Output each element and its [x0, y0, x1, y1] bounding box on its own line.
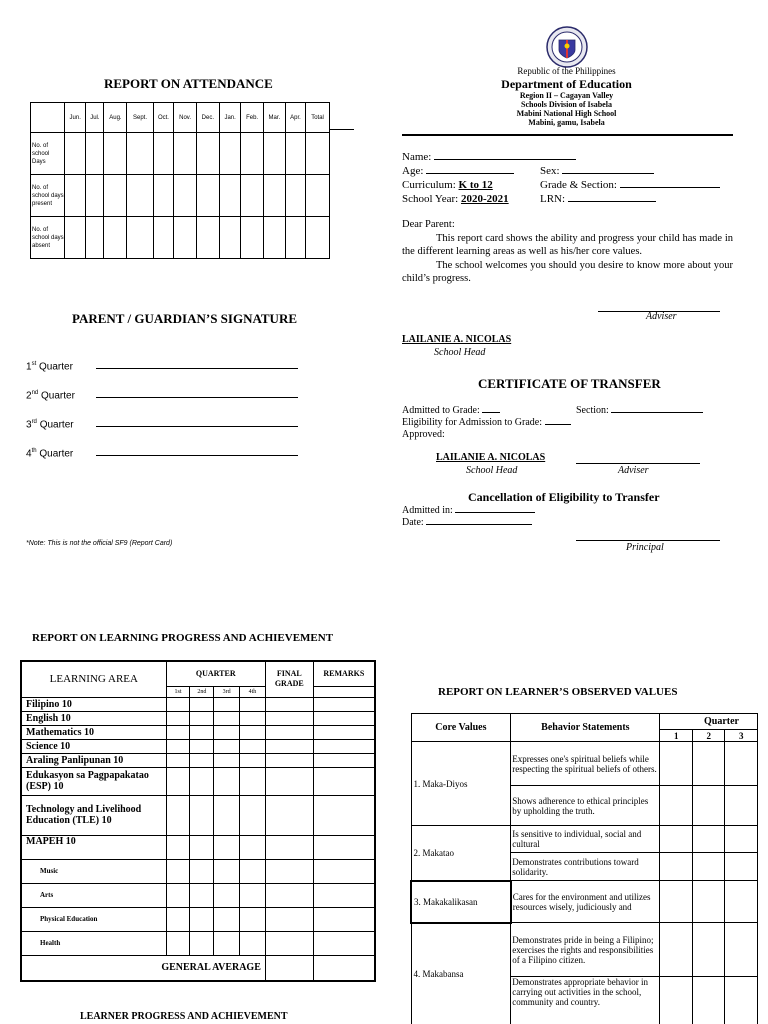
- month-header: Jan.: [219, 103, 240, 133]
- cert-adviser-line: [576, 463, 700, 464]
- quarter-header: 1: [660, 730, 693, 742]
- month-header: Nov.: [174, 103, 196, 133]
- lrn-label: LRN:: [540, 193, 566, 205]
- salutation: Dear Parent:: [402, 219, 455, 230]
- age-label: Age:: [402, 165, 424, 177]
- grade-section-label: Grade & Section:: [540, 179, 617, 191]
- values-table: [410, 713, 758, 1024]
- section-label: Section:: [576, 405, 609, 416]
- quarter-header: 2: [692, 730, 725, 742]
- col-quarter: Quarter: [660, 714, 758, 730]
- core-value: 4. Makabansa: [411, 923, 511, 1024]
- learning-table: [20, 660, 376, 982]
- mapeh-component: Music: [21, 859, 166, 883]
- curriculum-label: Curriculum:: [402, 179, 456, 191]
- signature-title: PARENT / GUARDIAN’S SIGNATURE: [72, 311, 297, 326]
- republic-text: Republic of the Philippines: [517, 66, 616, 76]
- core-value: 3. Makakalikasan: [411, 881, 511, 923]
- signature-line[interactable]: [96, 447, 298, 456]
- school-year-label: School Year:: [402, 193, 459, 205]
- region-text: Region II – Cagayan Valley: [519, 91, 614, 100]
- school-head-title: School Head: [434, 347, 486, 358]
- adviser-label: Adviser: [646, 311, 677, 322]
- school-head-name: LAILANIE A. NICOLAS: [402, 334, 512, 345]
- attendance-title: REPORT ON ATTENDANCE: [104, 76, 273, 91]
- core-value: 1. Maka-Diyos: [411, 742, 511, 826]
- mapeh-component: Health: [21, 931, 166, 955]
- subject: Technology and Livelihood Education (TLE) 10: [21, 795, 166, 835]
- quarter-header: 3: [725, 730, 758, 742]
- signature-line[interactable]: [96, 418, 298, 427]
- certificate-title: CERTIFICATE OF TRANSFER: [478, 376, 661, 391]
- month-header: Jun.: [65, 103, 86, 133]
- sex-label: Sex:: [540, 165, 560, 177]
- month-header: Apr.: [285, 103, 305, 133]
- admitted-in-label: Admitted in:: [402, 505, 453, 516]
- month-header: Oct.: [153, 103, 174, 133]
- general-average-label: GENERAL AVERAGE: [21, 955, 265, 981]
- subject: Edukasyon sa Pagpapakatao (ESP) 10: [21, 767, 166, 795]
- subject: Mathematics 10: [21, 725, 166, 739]
- grade-section-field[interactable]: [620, 187, 720, 188]
- age-field[interactable]: [426, 173, 514, 174]
- admitted-in-field[interactable]: [455, 512, 535, 513]
- col-final-grade: FINAL GRADE: [265, 661, 313, 697]
- col-quarter: QUARTER: [166, 661, 265, 686]
- learning-title: REPORT ON LEARNING PROGRESS AND ACHIEVEMENT: [32, 632, 334, 644]
- cert-adviser-label: Adviser: [618, 465, 649, 476]
- behavior-statement: Cares for the environment and utilizes resources wisely, judiciously and: [511, 881, 660, 923]
- address-text: Mabini, gamu, Isabela: [528, 118, 605, 127]
- footer-title: LEARNER PROGRESS AND ACHIEVEMENT: [80, 1011, 288, 1022]
- school-year-value: 2020-2021: [460, 193, 509, 205]
- approved-label: Approved:: [402, 429, 445, 440]
- core-value: 2. Makatao: [411, 826, 511, 881]
- department-text: Department of Education: [501, 77, 632, 91]
- signature-row: 4th Quarter: [26, 447, 326, 459]
- name-field[interactable]: [434, 159, 576, 160]
- attendance-row-label: No. of school days absent: [31, 217, 65, 259]
- behavior-statement: Expresses one's spiritual beliefs while respecting the spiritual beliefs of others.: [511, 742, 660, 786]
- eligibility-field[interactable]: [545, 424, 571, 425]
- month-header: Sept.: [127, 103, 153, 133]
- letter-paragraph-1: This report card shows the ability and progress your child has made in the different learning areas as well as his/her core values.: [402, 232, 733, 257]
- divider: [330, 129, 354, 130]
- signature-row: 2nd Quarter: [26, 389, 326, 401]
- school-header: [400, 66, 733, 127]
- certificate-fields: [402, 405, 733, 441]
- note: *Note: This is not the official SF9 (Report Card): [26, 540, 173, 547]
- section-field[interactable]: [611, 412, 703, 413]
- quarter-header: 2nd: [190, 686, 214, 697]
- month-header: Jul.: [86, 103, 104, 133]
- subject: English 10: [21, 711, 166, 725]
- student-info: [402, 150, 735, 206]
- behavior-statement: Demonstrates appropriate behavior in carrying out activities in the school, community and country.: [511, 977, 660, 1024]
- col-remarks: REMARKS: [313, 661, 375, 686]
- name-label: Name:: [402, 151, 432, 163]
- mapeh-component: Arts: [21, 883, 166, 907]
- cert-head-name: LAILANIE A. NICOLAS: [436, 452, 546, 463]
- subject: Filipino 10: [21, 697, 166, 711]
- month-header: Feb.: [241, 103, 264, 133]
- values-title: REPORT ON LEARNER’S OBSERVED VALUES: [438, 686, 678, 698]
- signature-row: 1st Quarter: [26, 360, 326, 372]
- quarter-header: 1st: [166, 686, 190, 697]
- admitted-grade-label: Admitted to Grade:: [402, 405, 480, 416]
- curriculum-value: K to 12: [458, 179, 493, 191]
- principal-line: [576, 540, 720, 541]
- letter-paragraph-2: The school welcomes you should you desire to know more about your child’s progress.: [402, 259, 733, 284]
- division-text: Schools Division of Isabela: [521, 100, 612, 109]
- attendance-row-label: No. of school Days: [31, 133, 65, 175]
- behavior-statement: Demonstrates pride in being a Filipino; exercises the rights and responsibilities of a Filipino citizen.: [511, 923, 660, 977]
- col-behavior: Behavior Statements: [511, 714, 660, 742]
- quarter-header: 4th: [240, 686, 266, 697]
- signature-line[interactable]: [96, 360, 298, 369]
- cancellation-fields: [402, 505, 535, 529]
- month-header: Dec.: [196, 103, 219, 133]
- mapeh-component: Physical Education: [21, 907, 166, 931]
- month-header: Aug.: [104, 103, 127, 133]
- quarter-header: 3rd: [214, 686, 240, 697]
- deped-seal: [546, 26, 588, 68]
- col-core-values: Core Values: [411, 714, 511, 742]
- subject: MAPEH 10: [21, 835, 166, 859]
- month-header: Total: [306, 103, 330, 133]
- signature-line[interactable]: [96, 389, 298, 398]
- principal-label: Principal: [626, 542, 664, 553]
- subject: Araling Panlipunan 10: [21, 753, 166, 767]
- date-label: Date:: [402, 517, 424, 528]
- admitted-grade-field[interactable]: [482, 412, 500, 413]
- behavior-statement: Demonstrates contributions toward solidarity.: [511, 853, 660, 881]
- school-text: Mabini National High School: [516, 109, 617, 118]
- header-rule: [402, 134, 733, 136]
- cancellation-title: Cancellation of Eligibility to Transfer: [468, 490, 660, 504]
- date-field[interactable]: [426, 524, 532, 525]
- behavior-statement: Is sensitive to individual, social and cultural: [511, 826, 660, 853]
- cert-head-title: School Head: [466, 465, 518, 476]
- letter: [402, 218, 733, 286]
- sex-field[interactable]: [562, 173, 654, 174]
- col-learning-area: LEARNING AREA: [21, 661, 166, 697]
- lrn-field[interactable]: [568, 201, 656, 202]
- behavior-statement: Shows adherence to ethical principles by upholding the truth.: [511, 786, 660, 826]
- subject: Science 10: [21, 739, 166, 753]
- attendance-row-label: No. of school days present: [31, 175, 65, 217]
- signature-row: 3rd Quarter: [26, 418, 326, 430]
- month-header: Mar.: [263, 103, 285, 133]
- attendance-table: [30, 102, 330, 259]
- eligibility-label: Eligibility for Admission to Grade:: [402, 417, 542, 428]
